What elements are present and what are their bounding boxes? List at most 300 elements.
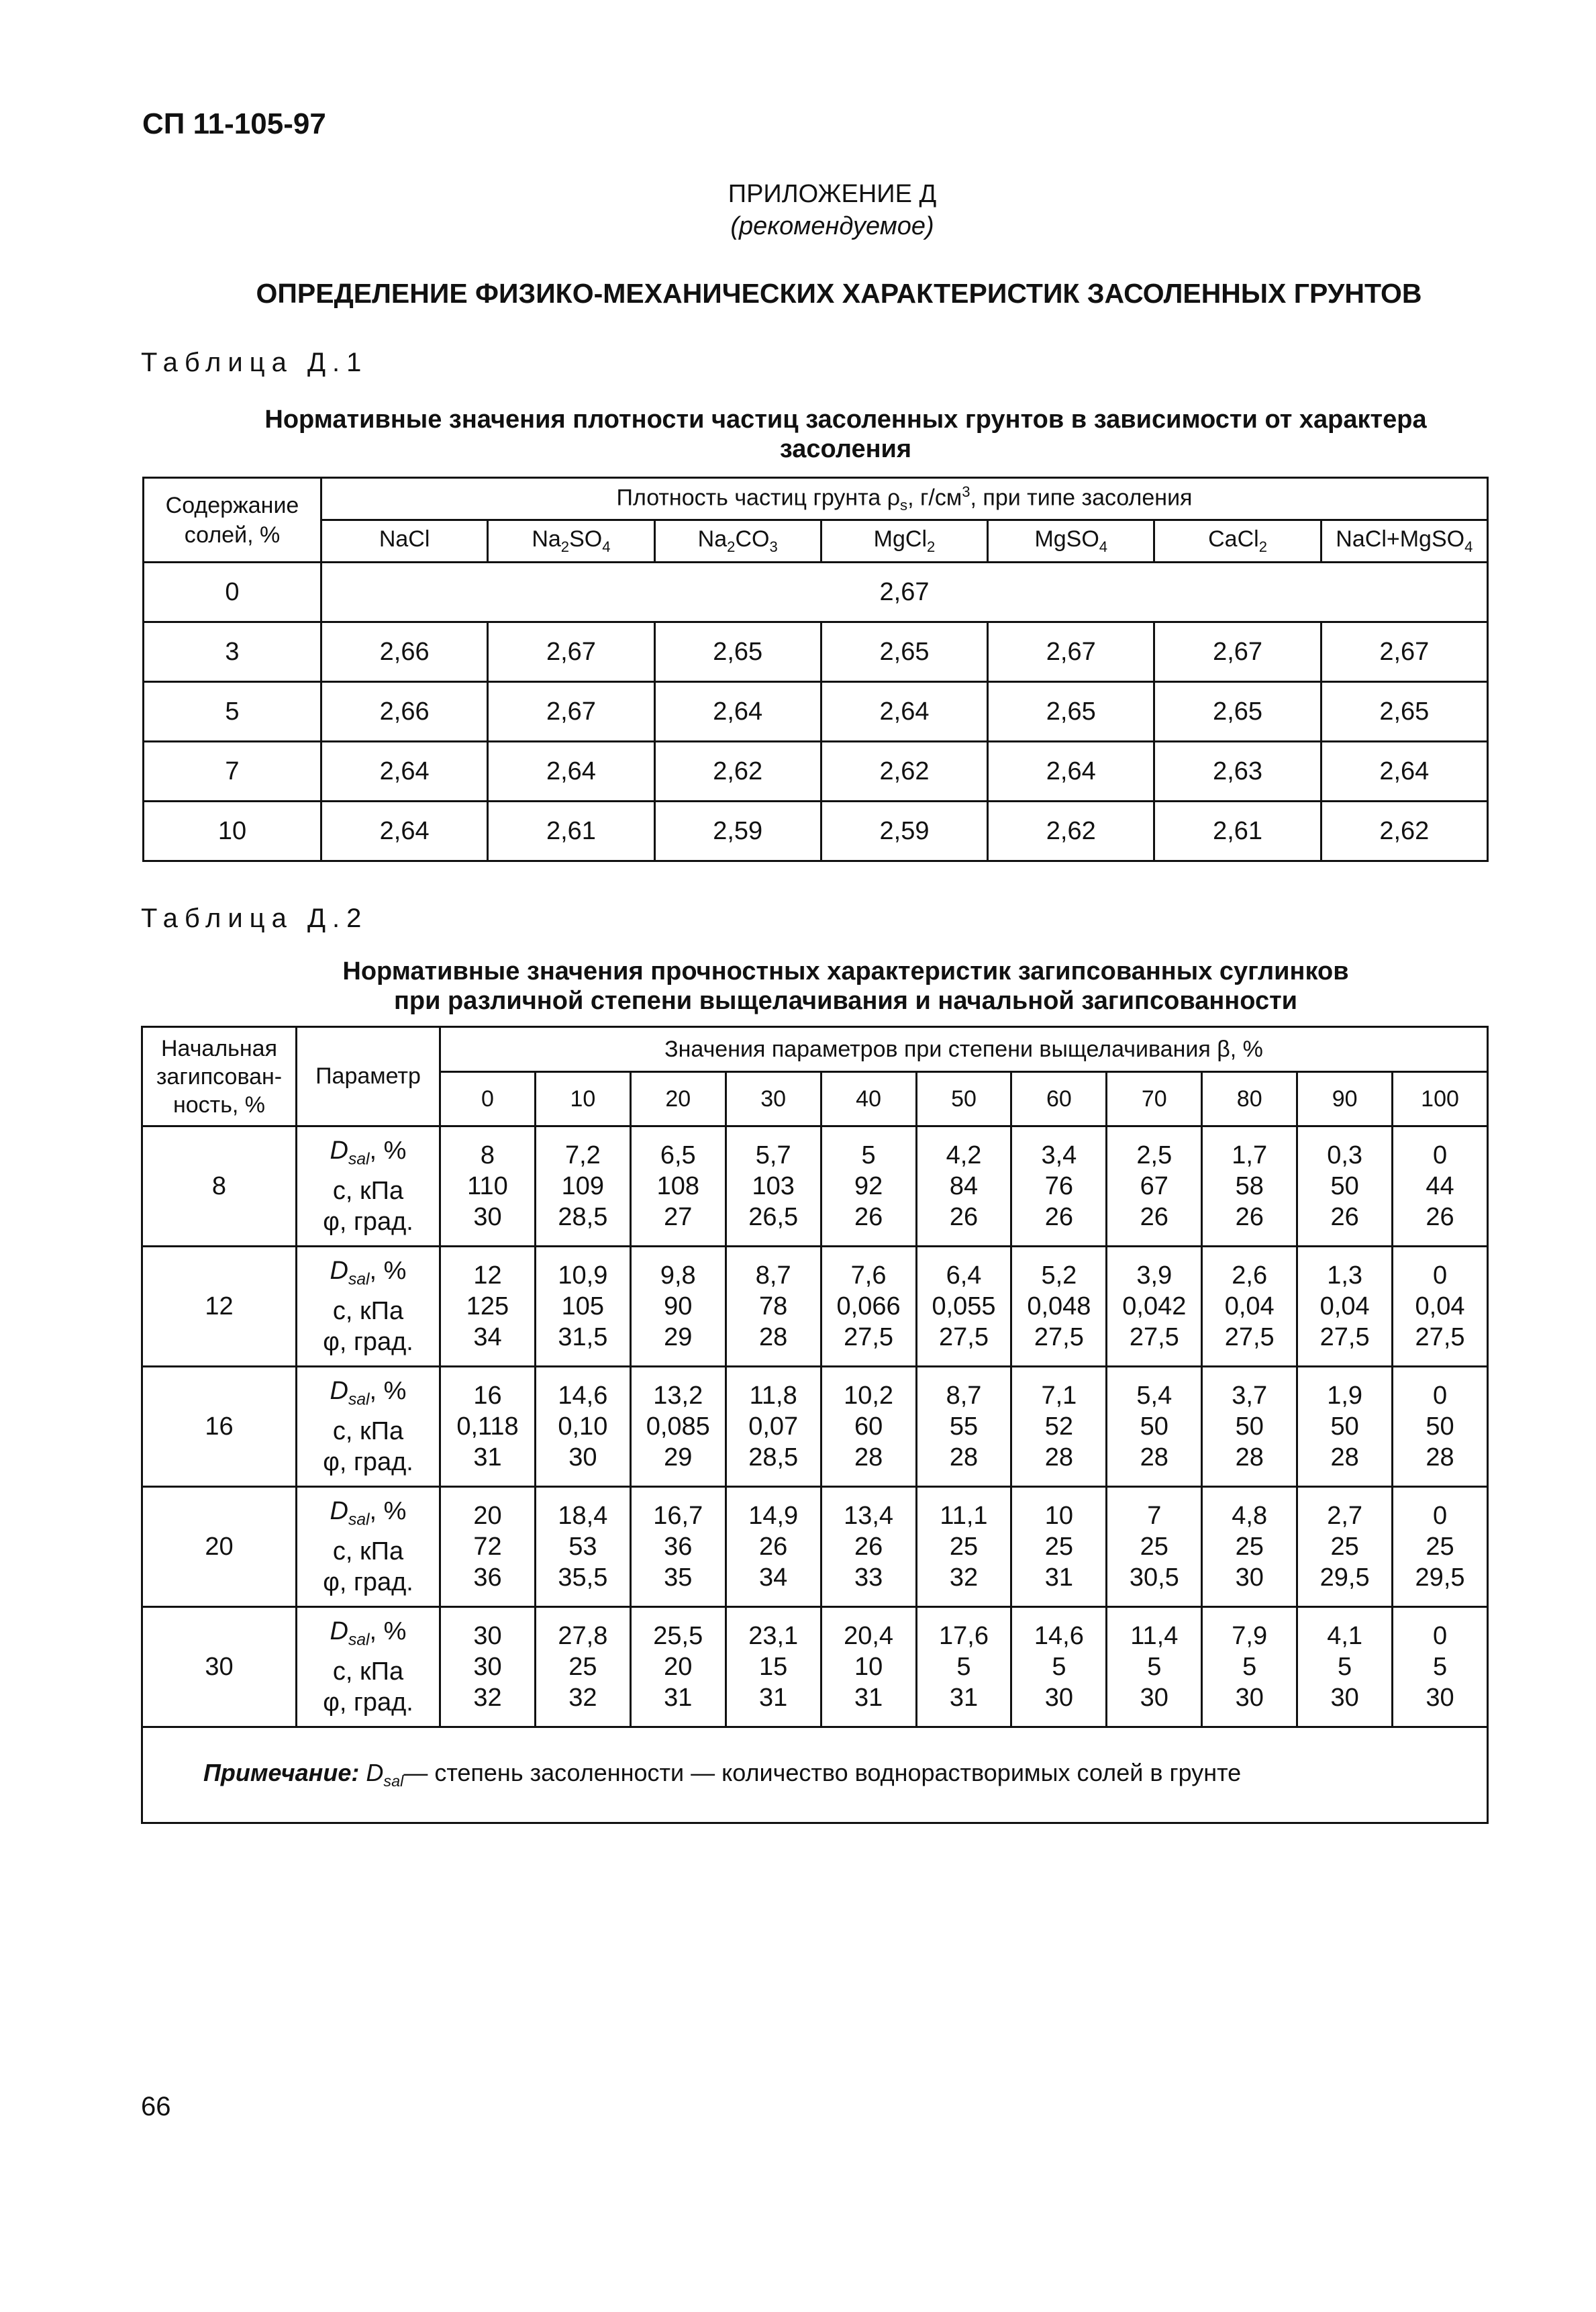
- table1: [142, 477, 1489, 862]
- table2-value-cell: [916, 1607, 1011, 1727]
- c-value: 25: [1426, 1533, 1454, 1561]
- table2-value-cell: [440, 1607, 536, 1727]
- table2-value-cell: [1297, 1247, 1393, 1367]
- table2-degree-header: 70: [1107, 1072, 1202, 1126]
- c-value: 25: [1140, 1533, 1168, 1561]
- param-dsal-symbol: D: [330, 1257, 348, 1286]
- dsal-value: 14,9: [748, 1502, 799, 1530]
- table-row: [144, 682, 1488, 742]
- dsal-value: 5,2: [1041, 1261, 1077, 1290]
- table2-initial-cell: 20: [142, 1487, 297, 1607]
- table2-value-cell: [630, 1607, 726, 1727]
- dsal-value: 4,2: [946, 1141, 982, 1169]
- dsal-value: 27,8: [558, 1622, 608, 1650]
- table2-value-cell: [440, 1247, 536, 1367]
- phi-value: 28: [1044, 1443, 1074, 1472]
- table1-value-cell: 2,67: [1154, 622, 1321, 682]
- phi-value: 28: [949, 1443, 979, 1472]
- table2-initial-cell: 30: [142, 1607, 297, 1727]
- c-value: 92: [854, 1172, 883, 1200]
- phi-value: 28: [1140, 1443, 1168, 1472]
- dsal-value: 11,8: [749, 1382, 797, 1410]
- table2-value-cell: [916, 1247, 1011, 1367]
- table2-col1-header: Параметр: [297, 1027, 440, 1126]
- table2-value-cell: [535, 1487, 630, 1607]
- salt-base: NaCl+MgSO: [1336, 526, 1465, 552]
- table2-param-cell: [297, 1487, 440, 1607]
- dsal-value: 25,5: [653, 1622, 703, 1650]
- dsal-value: 16: [473, 1382, 502, 1410]
- table2-param-cell: [297, 1607, 440, 1727]
- c-value: 50: [1330, 1412, 1359, 1441]
- dsal-value: 20,4: [844, 1622, 894, 1650]
- density-unit: , г/см: [907, 485, 962, 511]
- c-value: 110: [467, 1172, 508, 1200]
- table2-value-cell: [1011, 1367, 1107, 1487]
- param-dsal-symbol: D: [330, 1617, 348, 1646]
- phi-value: 26: [1140, 1203, 1168, 1231]
- table1-content-cell: 7: [144, 742, 321, 802]
- param-c: c, кПа: [332, 1416, 404, 1445]
- table1-value-cell: 2,65: [1154, 682, 1321, 742]
- param-phi: φ, град.: [323, 1447, 413, 1476]
- appendix-title: ПРИЛОЖЕНИЕ Д: [728, 180, 937, 208]
- dsal-value: 0: [1432, 1502, 1448, 1530]
- dsal-value: 7,1: [1041, 1382, 1077, 1410]
- param-dsal-unit: , %: [369, 1137, 407, 1165]
- table1-value-cell: 2,59: [821, 802, 987, 861]
- phi-value: 36: [473, 1563, 502, 1592]
- phi-value: 27: [664, 1203, 693, 1231]
- param-c: c, кПа: [332, 1657, 404, 1686]
- table-row: [142, 1607, 1488, 1727]
- c-value: 0,118: [456, 1412, 519, 1441]
- phi-value: 26: [1235, 1203, 1264, 1231]
- salt-base: NaCl: [379, 526, 430, 552]
- phi-value: 30: [568, 1443, 597, 1472]
- table2-value-cell: [726, 1487, 821, 1607]
- phi-value: 29: [664, 1443, 693, 1472]
- table-row: [144, 742, 1488, 802]
- c-value: 72: [473, 1533, 502, 1561]
- param-c: c, кПа: [332, 1537, 404, 1566]
- table-row: [142, 1247, 1488, 1367]
- table2-degree-header: 50: [916, 1072, 1011, 1126]
- table1-group-header: [321, 478, 1488, 520]
- c-value: 0,10: [558, 1412, 608, 1441]
- dsal-value: 18,4: [558, 1502, 608, 1530]
- param-dsal-sub: sal: [348, 1150, 370, 1169]
- document-header: СП 11-105-97: [142, 107, 326, 140]
- c-value: 26: [854, 1533, 883, 1561]
- phi-value: 31: [664, 1684, 693, 1712]
- phi-value: 30: [1235, 1563, 1264, 1592]
- phi-value: 26: [1044, 1203, 1074, 1231]
- param-dsal-symbol: D: [330, 1377, 348, 1406]
- dsal-value: 0: [1432, 1261, 1448, 1290]
- table2-value-cell: [1202, 1367, 1297, 1487]
- dsal-value: 13,2: [653, 1382, 703, 1410]
- dsal-value: 6,5: [660, 1141, 696, 1169]
- phi-value: 31: [759, 1684, 788, 1712]
- table2-caption-line1: Нормативные значения прочностных характеристик загипсованных суглинков: [342, 957, 1349, 985]
- dsal-value: 7,6: [850, 1261, 887, 1290]
- dsal-value: 6,4: [946, 1261, 982, 1290]
- table2-value-cell: [630, 1487, 726, 1607]
- phi-value: 29,5: [1319, 1563, 1370, 1592]
- phi-value: 26: [1426, 1203, 1454, 1231]
- table2-value-cell: [1202, 1126, 1297, 1247]
- table1-value-cell: 2,66: [321, 682, 488, 742]
- table1-value-cell: 2,64: [488, 742, 654, 802]
- salt-sub: 2: [1258, 538, 1267, 555]
- phi-value: 31: [1044, 1563, 1074, 1592]
- table1-salt-header: [321, 520, 488, 563]
- c-value: 10: [854, 1653, 883, 1681]
- c-value: 125: [466, 1292, 509, 1320]
- phi-value: 30: [1044, 1684, 1074, 1712]
- phi-value: 26: [854, 1203, 883, 1231]
- param-dsal-unit: , %: [369, 1617, 407, 1646]
- table2-value-cell: [440, 1126, 536, 1247]
- table2-value-cell: [630, 1367, 726, 1487]
- dsal-value: 10,9: [558, 1261, 608, 1290]
- phi-value: 29: [664, 1323, 693, 1351]
- phi-value: 27,5: [1034, 1323, 1084, 1351]
- table2-value-cell: [1393, 1367, 1488, 1487]
- phi-value: 28: [1235, 1443, 1264, 1472]
- phi-value: 30: [1140, 1684, 1168, 1712]
- param-dsal-symbol: D: [330, 1137, 348, 1165]
- c-value: 50: [1235, 1412, 1264, 1441]
- table2-value-cell: [1107, 1607, 1202, 1727]
- page-number: 66: [141, 2092, 171, 2121]
- table1-salt-header: [1154, 520, 1321, 563]
- c-value: 0,066: [836, 1292, 901, 1320]
- phi-value: 28: [759, 1323, 788, 1351]
- c-value: 0,085: [646, 1412, 710, 1441]
- table1-value-cell: 2,67: [488, 622, 654, 682]
- dsal-value: 11,4: [1130, 1622, 1179, 1650]
- c-value: 108: [656, 1172, 699, 1200]
- table2-degree-header: 20: [630, 1072, 726, 1126]
- salt-sub: 4: [1464, 538, 1473, 555]
- table2-value-cell: [1202, 1247, 1297, 1367]
- table1-value-cell: 2,67: [988, 622, 1154, 682]
- dsal-value: 3,9: [1136, 1261, 1173, 1290]
- c-value: 76: [1044, 1172, 1074, 1200]
- c-value: 25: [568, 1653, 597, 1681]
- salt-tail-sub: 4: [602, 538, 611, 555]
- phi-value: 34: [759, 1563, 788, 1592]
- table2-value-cell: [1107, 1247, 1202, 1367]
- c-value: 5: [1052, 1653, 1066, 1681]
- salt-base: CaCl: [1208, 526, 1259, 552]
- c-value: 26: [759, 1533, 788, 1561]
- table2-value-cell: [1202, 1607, 1297, 1727]
- c-value: 5: [1432, 1653, 1448, 1681]
- table2-value-cell: [1297, 1487, 1393, 1607]
- table2-value-cell: [1107, 1367, 1202, 1487]
- table1-caption-line2: засоления: [779, 435, 912, 463]
- salt-sub: 4: [1099, 538, 1108, 555]
- c-value: 5: [1242, 1653, 1257, 1681]
- table2-label: Таблица Д.2: [141, 904, 368, 933]
- c-value: 0,055: [932, 1292, 996, 1320]
- appendix-subtitle: (рекомендуемое): [730, 212, 934, 240]
- table2-initial-cell: 8: [142, 1126, 297, 1247]
- table2-initial-cell: 16: [142, 1367, 297, 1487]
- table1-value-cell: 2,65: [1321, 682, 1487, 742]
- phi-value: 34: [473, 1323, 502, 1351]
- table2-value-cell: [1393, 1487, 1488, 1607]
- phi-value: 31: [854, 1684, 883, 1712]
- phi-value: 28,5: [558, 1203, 608, 1231]
- phi-value: 30: [1235, 1684, 1264, 1712]
- c-value: 5: [1338, 1653, 1352, 1681]
- phi-value: 28: [854, 1443, 883, 1472]
- table1-value-cell: 2,59: [654, 802, 821, 861]
- table2-value-cell: [821, 1607, 916, 1727]
- param-dsal: [297, 1376, 439, 1416]
- table1-value-cell: 2,67: [1321, 622, 1487, 682]
- table-row: [144, 802, 1488, 861]
- dsal-value: 0,3: [1327, 1141, 1363, 1169]
- salt-sub: 2: [560, 538, 570, 555]
- dsal-value: 8: [480, 1141, 495, 1169]
- c-value: 25: [1044, 1533, 1074, 1561]
- density-sup: 3: [962, 483, 970, 500]
- dsal-value: 9,8: [660, 1261, 696, 1290]
- param-phi: φ, град.: [323, 1207, 413, 1236]
- table1-salt-header: [488, 520, 654, 563]
- phi-value: 32: [568, 1684, 597, 1712]
- table2-value-cell: [1393, 1126, 1488, 1247]
- param-dsal: [297, 1496, 439, 1536]
- param-dsal-unit: , %: [369, 1257, 407, 1286]
- phi-value: 30: [1330, 1684, 1359, 1712]
- dsal-value: 14,6: [1034, 1622, 1084, 1650]
- table2-value-cell: [1011, 1607, 1107, 1727]
- dsal-value: 0: [1432, 1622, 1448, 1650]
- phi-value: 28: [1426, 1443, 1454, 1472]
- salt-base: Na: [532, 526, 561, 552]
- c-value: 60: [854, 1412, 883, 1441]
- table2-degree-header: 0: [440, 1072, 536, 1126]
- c-value: 44: [1426, 1172, 1454, 1200]
- phi-value: 27,5: [1224, 1323, 1275, 1351]
- c-value: 5: [1147, 1653, 1162, 1681]
- dsal-value: 12: [473, 1261, 502, 1290]
- c-value: 84: [949, 1172, 979, 1200]
- note-symbol-sub: sal: [383, 1772, 404, 1790]
- dsal-value: 3,7: [1232, 1382, 1268, 1410]
- table1-value-cell: 2,65: [988, 682, 1154, 742]
- table2-value-cell: [916, 1126, 1011, 1247]
- table1-value-cell: 2,63: [1154, 742, 1321, 802]
- salt-tail: CO: [735, 526, 770, 552]
- salt-base: MgSO: [1034, 526, 1099, 552]
- phi-value: 27,5: [1129, 1323, 1179, 1351]
- table2-value-cell: [916, 1367, 1011, 1487]
- table2-value-cell: [630, 1247, 726, 1367]
- dsal-value: 11,1: [940, 1502, 988, 1530]
- table1-content-cell: 5: [144, 682, 321, 742]
- c-value: 78: [759, 1292, 788, 1320]
- table2-value-cell: [440, 1487, 536, 1607]
- dsal-value: 3,4: [1041, 1141, 1077, 1169]
- table2-value-cell: [726, 1607, 821, 1727]
- table1-salt-header: [988, 520, 1154, 563]
- param-dsal-sub: sal: [348, 1510, 370, 1529]
- table2-value-cell: [535, 1367, 630, 1487]
- dsal-value: 0: [1432, 1141, 1448, 1169]
- phi-value: 31: [949, 1684, 979, 1712]
- phi-value: 27,5: [1415, 1323, 1465, 1351]
- dsal-value: 8,7: [946, 1382, 982, 1410]
- table1-content-cell: 3: [144, 622, 321, 682]
- dsal-value: 0: [1432, 1382, 1448, 1410]
- dsal-value: 17,6: [939, 1622, 989, 1650]
- param-c: c, кПа: [332, 1296, 404, 1325]
- c-value: 50: [1330, 1172, 1359, 1200]
- density-tail: , при типе засоления: [970, 485, 1193, 511]
- salt-base: Na: [697, 526, 728, 552]
- table1-salt-header: [654, 520, 821, 563]
- c-value: 0,04: [1319, 1292, 1370, 1320]
- phi-value: 30: [473, 1203, 502, 1231]
- table1-value-cell: 2,64: [654, 682, 821, 742]
- table2-degree-header: 60: [1011, 1072, 1107, 1126]
- phi-value: 28,5: [748, 1443, 799, 1472]
- table1-value-cell: 2,65: [654, 622, 821, 682]
- c-value: 0,042: [1122, 1292, 1187, 1320]
- density-sub: s: [900, 497, 908, 514]
- param-dsal-unit: , %: [369, 1377, 407, 1406]
- dsal-value: 2,7: [1327, 1502, 1363, 1530]
- table1-value-cell: 2,62: [821, 742, 987, 802]
- table2-value-cell: [1011, 1247, 1107, 1367]
- dsal-value: 10,2: [844, 1382, 894, 1410]
- dsal-value: 13,4: [844, 1502, 894, 1530]
- c-value: 30: [473, 1653, 502, 1681]
- param-dsal-sub: sal: [348, 1270, 370, 1289]
- dsal-value: 14,6: [558, 1382, 608, 1410]
- dsal-value: 1,3: [1327, 1261, 1363, 1290]
- phi-value: 26: [949, 1203, 979, 1231]
- c-value: 15: [759, 1653, 788, 1681]
- table1-salt-header: [1321, 520, 1487, 563]
- c-value: 25: [1330, 1533, 1359, 1561]
- salt-base: MgCl: [873, 526, 927, 552]
- table1-value-cell: 2,67: [488, 682, 654, 742]
- param-dsal-sub: sal: [348, 1631, 370, 1649]
- c-value: 52: [1044, 1412, 1074, 1441]
- table2-value-cell: [535, 1247, 630, 1367]
- note-text: — степень засоленности — количество воднорастворимых солей в грунте: [403, 1759, 1242, 1787]
- dsal-value: 8,7: [755, 1261, 791, 1290]
- table2-value-cell: [1297, 1607, 1393, 1727]
- c-value: 103: [752, 1172, 795, 1200]
- dsal-value: 4,1: [1327, 1622, 1363, 1650]
- param-dsal: [297, 1616, 439, 1656]
- table1-caption-line1: Нормативные значения плотности частиц засоленных грунтов в зависимости от характера: [264, 405, 1427, 434]
- table-row: [142, 1126, 1488, 1247]
- table2-value-cell: [1297, 1367, 1393, 1487]
- table1-value-cell: 2,66: [321, 622, 488, 682]
- table2-value-cell: [1297, 1126, 1393, 1247]
- table2-value-cell: [1202, 1487, 1297, 1607]
- phi-value: 29,5: [1415, 1563, 1465, 1592]
- table1-col0-header: Содержание солей, %: [144, 478, 321, 563]
- note-symbol: D: [366, 1759, 384, 1787]
- phi-value: 32: [949, 1563, 979, 1592]
- c-value: 0,04: [1224, 1292, 1275, 1320]
- table2-note-row: [142, 1727, 1488, 1823]
- c-value: 36: [664, 1533, 693, 1561]
- table1-content-cell: 10: [144, 802, 321, 861]
- table2-note-cell: [142, 1727, 1488, 1823]
- phi-value: 35,5: [558, 1563, 608, 1592]
- c-value: 5: [956, 1653, 971, 1681]
- phi-value: 31: [473, 1443, 502, 1472]
- c-value: 0,07: [748, 1412, 799, 1441]
- salt-tail: SO: [569, 526, 603, 552]
- dsal-value: 1,9: [1327, 1382, 1363, 1410]
- table1-value-cell: 2,64: [988, 742, 1154, 802]
- table2-value-cell: [821, 1126, 916, 1247]
- phi-value: 31,5: [558, 1323, 608, 1351]
- table2-value-cell: [821, 1367, 916, 1487]
- phi-value: 33: [854, 1563, 883, 1592]
- salt-tail-sub: 3: [769, 538, 778, 555]
- table2-value-cell: [1107, 1487, 1202, 1607]
- table2-initial-cell: 12: [142, 1247, 297, 1367]
- table1-row0-value: 2,67: [321, 563, 1488, 622]
- c-value: 0,048: [1027, 1292, 1091, 1320]
- table2-degree-header: 40: [821, 1072, 916, 1126]
- c-value: 20: [664, 1653, 693, 1681]
- c-value: 67: [1140, 1172, 1168, 1200]
- param-c: c, кПа: [332, 1176, 404, 1205]
- section-title: ОПРЕДЕЛЕНИЕ ФИЗИКО-МЕХАНИЧЕСКИХ ХАРАКТЕРИСТИК ЗАСОЛЕННЫХ ГРУНТОВ: [256, 278, 1422, 309]
- c-value: 58: [1235, 1172, 1264, 1200]
- table2-value-cell: [1393, 1607, 1488, 1727]
- salt-sub: 2: [727, 538, 736, 555]
- table2-value-cell: [916, 1487, 1011, 1607]
- table2-degree-header: 80: [1202, 1072, 1297, 1126]
- table1-value-cell: 2,61: [488, 802, 654, 861]
- table2-value-cell: [535, 1126, 630, 1247]
- table2-degree-header: 100: [1393, 1072, 1488, 1126]
- table2-value-cell: [726, 1126, 821, 1247]
- table-row: [144, 622, 1488, 682]
- c-value: 25: [949, 1533, 979, 1561]
- phi-value: 27,5: [844, 1323, 894, 1351]
- phi-value: 27,5: [1319, 1323, 1370, 1351]
- density-label: Плотность частиц грунта ρ: [616, 485, 901, 511]
- table-row: [142, 1487, 1488, 1607]
- phi-value: 26: [1330, 1203, 1359, 1231]
- table1-value-cell: 2,64: [321, 802, 488, 861]
- table2-value-cell: [1011, 1126, 1107, 1247]
- table1-value-cell: 2,64: [321, 742, 488, 802]
- table2-value-cell: [440, 1367, 536, 1487]
- table-row: [142, 1367, 1488, 1487]
- table1-value-cell: 2,64: [821, 682, 987, 742]
- dsal-value: 5,7: [755, 1141, 791, 1169]
- dsal-value: 10: [1044, 1502, 1074, 1530]
